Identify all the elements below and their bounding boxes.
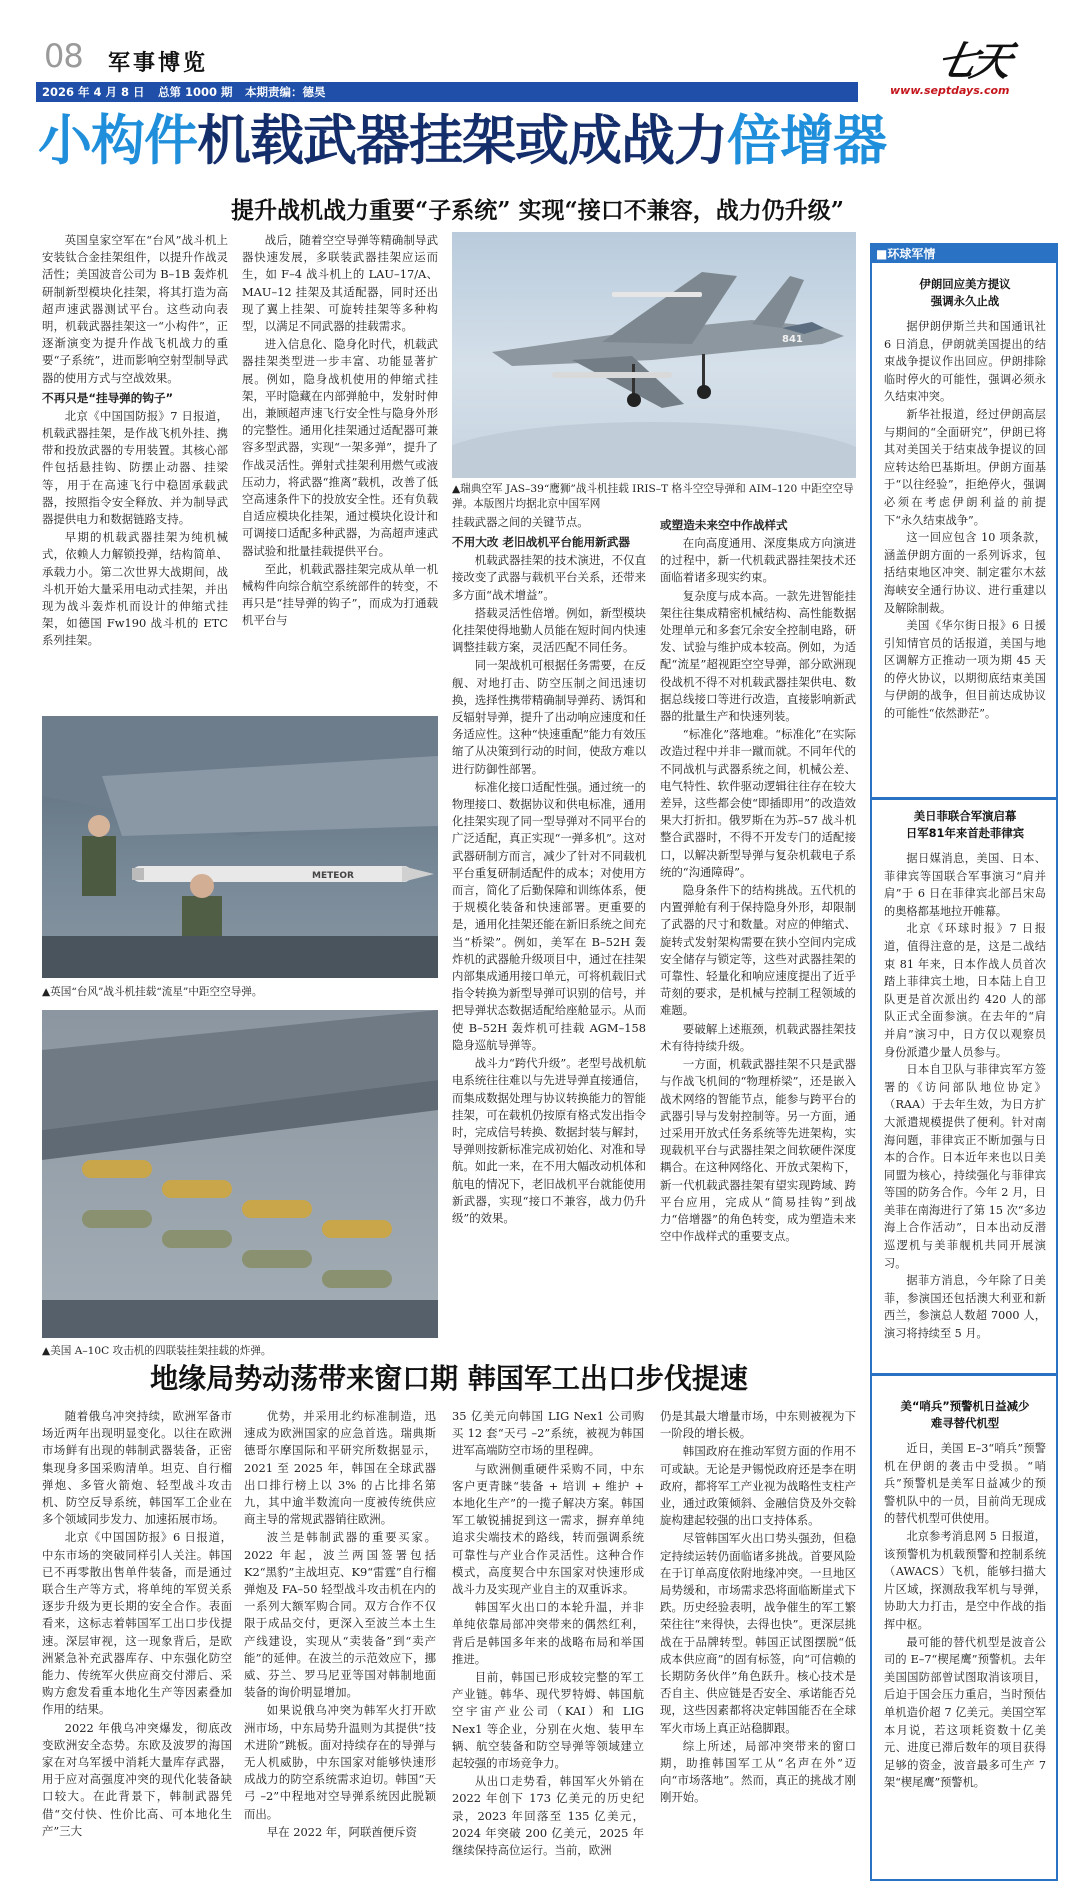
sidebar-item-body: [884, 1440, 1046, 1792]
paragraph: 最可能的替代机型是波音公司的 E–7“楔尾鹰”预警机。去年美国国防部曾试图取消该项目，后迫于国会压力重启，当时预估单机造价超 7 亿美元。美国空军本月说，若这项耗资数十亿美元、进度已滞后数年的项目获得足够的资金，波音最多可生产 7 架“楔尾鹰”预警机。: [884, 1635, 1046, 1790]
newspaper-logo: 七天: [932, 38, 1011, 85]
website-url[interactable]: www.septdays.com: [890, 84, 1010, 97]
paragraph: 进入信息化、隐身化时代，机载武器挂架类型进一步丰富、功能显著扩展。例如，隐身战机使用的伸缩式挂架，平时隐藏在内部弹舱中，发射时伸出，兼顾超声速飞行安全性与隐身外形的完整性。通用化挂架通过适配器可兼容多型武器，实现“一架多弹”，提升了作战灵活性。弹射式挂架利用燃气或液压动力，将武器“推离”载机，改善了低空高速条件下的投放安全性。还有负载自适应模块化挂架，通过模块化设计和可调接口适配多种武器，为高超声速武器试验和批量挂载提供平台。: [242, 337, 438, 558]
paragraph: 战后，随着空空导弹等精确制导武器快速发展，多联装武器挂架应运而生，如 F–4 战斗机上的 LAU–17/A、MAU–12 挂架及其适配器，同时还出现了翼上挂架、可旋转挂架等多种构型，以满足不同武器的挂载需求。: [242, 233, 438, 334]
paragraph: 据菲方消息，今年除了日美菲，参演国还包括澳大利亚和新西兰，参演总人数超 7000 人，演习将持续至 5 月。: [884, 1274, 1046, 1341]
photo-gripen-caption: ▲瑞典空军 JAS–39“鹰狮”战斗机挂载 IRIS–T 格斗空空导弹和 AIM–120 中距空空导弹。本版图片均据北京中国军网: [452, 483, 854, 510]
article1-col3: [452, 514, 646, 1344]
paragraph: 隐身条件下的结构挑战。五代机的内置弹舱有利于保持隐身外形，却限制了武器的尺寸和数量。对应的伸缩式、旋转式发射架构需要在狭小空间内完成安全储存与锁定等，这些对武器挂架的可靠性、轻量化和响应速度提出了近乎苛刻的要求，是机械与控制工程领域的难题。: [660, 883, 856, 1018]
paragraph: 尽管韩国军火出口势头强劲，但稳定持续运转仍面临诸多挑战。首要风险在于订单高度依附地缘冲突。一旦地区局势缓和，市场需求恐将面临断崖式下跌。历史经验表明，战争催生的军工繁荣往往“来得快，去得也快”。更深层挑战在于品牌转型。韩国正试图摆脱“低成本供应商”的固有标签，向“可信赖的长期防务伙伴”角色跃升。核心技术是否自主、供应链是否安全、承诺能否兑现，这些因素都将决定韩国能否在全球军火市场上真正站稳脚跟。: [660, 1531, 856, 1735]
paragraph: 英国皇家空军在“台风”战斗机上安装钛合金挂架组件，以提升作战灵活性；美国波音公司为 B–1B 轰炸机研制新型模块化挂架，将其打造为高超声速武器测试平台。这些动向表明，机载武器挂架这一“小构件”，正逐渐演变为提升作战飞机战力的重要“子系统”，进而影响空射型制导武器的使用方式与空战效果。: [42, 233, 228, 385]
paragraph: 复杂度与成本高。一款先进智能挂架往往集成精密机械结构、高性能数据处理单元和多套冗余安全控制电路，研发、试验与维护成本较高。例如，为适配“流星”超视距空空导弹，部分欧洲现役战机不得不对机载武器挂架供电、数据总线接口等进行改造，直接影响新武器的批量生产和快速列装。: [660, 588, 856, 724]
sidebar-item-2: [884, 808, 1046, 1372]
section-name: 军事博览: [108, 51, 209, 76]
article2-col1: [42, 1408, 232, 1882]
paragraph: 北京参考消息网 5 日报道，该预警机为机载预警和控制系统（AWACS）飞机，能够扫描大片区域，探测敌我军机与导弹，协助大力打击，是空中作战的指挥中枢。: [884, 1529, 1046, 1631]
headline-part-1: 小构件: [38, 109, 197, 172]
headline-part-3: 倍增器: [727, 109, 886, 172]
photo-typhoon: [42, 716, 438, 978]
paragraph: 要破解上述瓶颈，机载武器挂架技术有待持续升级。: [660, 1021, 856, 1053]
sidebar-item-title: 日军81年来首赴菲律宾: [905, 826, 1025, 840]
article1-col4: [660, 514, 856, 1344]
main-headline: [38, 110, 1048, 172]
article1-col2: [242, 232, 438, 708]
section-subheading: 不再只是“挂导弹的钩子”: [42, 390, 174, 405]
paragraph: 2022 年俄乌冲突爆发，彻底改变欧洲安全态势。东欧及波罗的海国家在对乌军援中消耗大量库存武器，用于应对高强度冲突的现代化装备缺口较大。在此背景下，韩制武器凭借“交付快、性价比高、可本地化生产”三大: [42, 1720, 232, 1838]
paragraph: 在向高度通用、深度集成方向演进的过程中，新一代机载武器挂架技术还面临着诸多现实约束。: [660, 536, 856, 585]
paragraph: 同一架战机可根据任务需要，在反舰、对地打击、防空压制之间迅速切换，选择性携带精确制导弹药、诱饵和反辐射导弹，提升了出动响应速度和任务适应性。这种“快速重配”能力有效压缩了从决策到行动的时间，使敌方难以进行防御性部署。: [452, 658, 646, 776]
paragraph: “标准化”落地难。“标准化”在实际改造过程中并非一蹴而就。不同年代的不同战机与武器系统之间，机械公差、电气特性、软件驱动逻辑往往存在较大差异，这些都会使“即插即用”的改造效果大打折扣。俄罗斯在为苏–57 战斗机整合武器时，不得不开发专门的适配接口，以解决新型导弹与复杂机载电子系统的“沟通障碍”。: [660, 727, 856, 879]
paragraph: 据伊朗伊斯兰共和国通讯社 6 日消息，伊朗就美国提出的结束战争提议作出回应。伊朗排除临时停火的可能性，强调必须永久结束冲突。: [884, 320, 1046, 404]
paragraph: 挂载武器之间的关键节点。: [452, 515, 589, 529]
photo-gripen: [452, 232, 856, 478]
paragraph: 日本自卫队与菲律宾军方签署的《访问部队地位协定》（RAA）于去年生效，为日方扩大派遣规模提供了便利。针对南海问题，菲律宾正不断加强与日本的合作。日本近年来也以日美同盟为核心，持续强化与菲律宾等国的防务合作。今年 2 月，日美菲在南海进行了第 15 次“多边海上合作活动”，日本出动反潜巡逻机与美菲舰机共同开展演习。: [884, 1063, 1046, 1270]
paragraph: 搭载灵活性倍增。例如，新型模块化挂架使得地勤人员能在短时间内快速调整挂载方案，灵活匹配不同任务。: [452, 605, 646, 655]
article2-col2: [244, 1408, 436, 1882]
header-date: 2026 年 4 月 8 日: [42, 85, 145, 99]
headline-part-2: 机载武器挂架或成战力: [197, 109, 727, 172]
paragraph: 优势，并采用北约标准制造，迅速成为欧洲国家的应急首选。瑞典斯德哥尔摩国际和平研究所数据显示，2021 至 2025 年，韩国在全球武器出口排行榜上以 3% 的占比排名第九，其中逾半数流向一度被传统供应商主导的常规武器销往欧洲。: [244, 1409, 436, 1527]
article2-col3: [452, 1408, 644, 1882]
paragraph: 如果说俄乌冲突为韩军火打开欧洲市场，中东局势升温则为其提供“技术进阶”跳板。面对持续存在的导弹与无人机威胁，中东国家对能够快速形成战力的防空系统需求迫切。韩国“天弓 –2”中程地对空导弹系统因此脱颖而出。: [244, 1703, 436, 1821]
paragraph: 35 亿美元向韩国 LIG Nex1 公司购买 12 套“天弓 –2”系统，被视为韩国进军高端防空市场的里程碑。: [452, 1409, 644, 1458]
tail-number-label: 841: [782, 334, 803, 345]
sidebar-item-1: [884, 276, 1046, 796]
sidebar-item-body: [884, 850, 1046, 1343]
paragraph: 美国《华尔街日报》6 日援引知情官员的话报道，美国与地区调解方正推动一项为期 45 天的停火协议，以期彻底结束美国与伊朗的战争，但目前达成协议的可能性“依然渺茫”。: [884, 619, 1046, 721]
paragraph: 仍是其最大增量市场，中东则被视为下一阶段的增长极。: [660, 1409, 856, 1441]
photo-a10c-caption: ▲美国 A–10C 攻击机的四联装挂架挂载的炸弹。: [42, 1345, 272, 1357]
paragraph: 北京《中国国防报》7 日报道，机载武器挂架，是作战飞机外挂、携带和投放武器的专用装置。其核心部件包括悬挂钩、防摆止动器、挂梁等，用于在高速飞行中稳固承载武器，按照指令安全释放、并为制导武器提供电力和数据链路支持。: [42, 408, 228, 527]
section-subheading: 不用大改 老旧战机平台能用新武器: [452, 535, 630, 550]
paragraph: 综上所述，局部冲突带来的窗口期，助推韩国军工从“名声在外”迈向“市场落地”。然而，真正的挑战才刚刚开始。: [660, 1738, 856, 1805]
sidebar-item-title: 美“哨兵”预警机日益减少: [900, 1399, 1030, 1413]
paragraph: 波兰是韩制武器的重要买家。2022 年起，波兰两国签署包括 K2“黑豹”主战坦克、K9“雷霆”自行榴弹炮及 FA–50 轻型战斗攻击机在内的一系列大额军购合同。双方合作不仅限于成品交付，更深入至波兰本土生产线建设，实现从“卖装备”到“卖产能”的延伸。在波兰的示范效应下，挪威、芬兰、罗马尼亚等国对韩制地面装备的询价明显增加。: [244, 1530, 436, 1700]
paragraph: 战斗力“跨代升级”。老型号战机航电系统往往难以与先进导弹直接通信，而集成数据处理与协议转换能力的智能挂架，可在载机仍按原有格式发出指令时，完成信号转换、数据封装与解封，导弹则按新标准完成初始化、对准和导航。如此一来，在不用大幅改动机体和航电的情况下，老旧战机平台就能使用新武器，实现“接口不兼容，战力仍升级”的效果。: [452, 1056, 646, 1225]
paragraph: 至此，机载武器挂架完成从单一机械构件向综合航空系统部件的转变，不再只是“挂导弹的钩子”，而成为打通载机平台与: [242, 561, 438, 628]
paragraph: 早期的机载武器挂架为纯机械式，依赖人力解锁投弹，结构简单、承载力小。第二次世界大战期间，战斗机开始大量采用电动式挂架，并出现为战斗轰炸机而设计的伸缩式挂架，如德国 Fw190 战斗机的 ETC 系列挂架。: [42, 530, 228, 648]
paragraph: 近日，美国 E–3“哨兵”预警机在伊朗的袭击中受损。“哨兵”预警机是美军日益减少的预警机队中的一员，目前尚无现成的替代机型可供使用。: [884, 1442, 1046, 1526]
article2-headline: 地缘局势动荡带来窗口期 韩国军工出口步伐提速: [150, 1362, 748, 1395]
sidebar-item-title: 伊朗回应美方提议: [919, 277, 1011, 291]
paragraph: 标准化接口适配性强。通过统一的物理接口、数据协议和供电标准，通用化挂架实现了同一型导弹对不同平台的广泛适配，真正实现“一弹多机”。这对武器研制方而言，减少了针对不同载机平台重复研制适配件的成本；对使用方而言，简化了后勤保障和训练体系，便于规模化装备和快速部署。更重要的是，通用化挂架还能在新旧系统之间充当“桥梁”。例如，美军在 B–52H 轰炸机的武器舱升级项目中，通过在挂架内部集成通用接口单元，可将机载旧式指令转换为新型导弹可识别的信号，并把导弹状态数据适配给座舱显示。从而使 B–52H 轰炸机可挂载 AGM–158 隐身巡航导弹等。: [452, 779, 646, 1052]
sidebar-item-title: 美日菲联合军演启幕: [913, 809, 1017, 823]
sidebar-item-body: [884, 318, 1046, 723]
header-issue: 总第 1000 期: [158, 85, 233, 99]
paragraph: 北京《中国国防报》6 日报道，中东市场的突破同样引人关注。韩国已不再零散出售单件装备，而是通过联合生产等方式，将单纯的军贸关系逐步升级为更长期的安全合作。表面看来，这标志着韩国军工出口步伐提速。深层审视，这一现象背后，是欧洲紧急补充武器库存、中东强化防空能力、传统军火供应商交付滞后、采购方愈发看重本地化生产等因素叠加作用的结果。: [42, 1530, 232, 1717]
paragraph: 据日媒消息，美国、日本、菲律宾等国联合军事演习“肩并肩”于 6 日在菲律宾北部吕宋岛的奥格都基地拉开帷幕。: [884, 852, 1046, 918]
paragraph: 与欧洲侧重硬件采购不同，中东客户更青睐“装备 + 培训 + 维护 + 本地化生产”的一揽子解决方案。韩国军工敏锐捕捉到这一需求，摒弃单纯追求尖端技术的路线，转而强调系统可靠性与产业合作灵活性。这种合作模式，高度契合中东国家对快速形成战斗力及实现产业自主的双重诉求。: [452, 1461, 644, 1597]
sidebar-title: ■环球军情: [876, 247, 936, 261]
article1-col1: [42, 232, 228, 708]
sidebar-divider-2: [872, 1373, 1056, 1376]
section-subheading: 或塑造未来空中作战样式: [660, 518, 788, 532]
paragraph: 机载武器挂架的技术演进，不仅直接改变了武器与载机平台关系，还带来多方面“战术增益”。: [452, 553, 646, 602]
paragraph: 随着俄乌冲突持续，欧洲军备市场近两年出现明显变化。以往在欧洲市场鲜有出现的韩制武器装备，正密集现身多国采购清单。坦克、自行榴弹炮、多管火箭炮、轻型战斗攻击机、防空反导系统，韩国军工企业在多个领域同步发力、加速拓展市场。: [42, 1409, 232, 1527]
sidebar-item-title: 强调永久止战: [930, 294, 1000, 308]
paragraph: 北京《环球时报》7 日报道，值得注意的是，这是二战结束 81 年来，日本作战人员首次踏上菲律宾土地，日本陆上自卫队更是首次派出约 420 人的部队正式全面参演。在去年的“肩并肩”演习中，日方仅以观察员身份派遣少量人员参与。: [884, 922, 1046, 1059]
header-editor: 本期责编：德昊: [245, 85, 326, 99]
article2-col4: [660, 1408, 856, 1882]
photo-a10c: [42, 1010, 438, 1338]
paragraph: 韩国政府在推动军贸方面的作用不可或缺。无论是尹锡悦政府还是李在明政府，都将军工产业视为战略性支柱产业，通过政策倾斜、金融信贷及外交斡旋构建起较强的出口支持体系。: [660, 1444, 856, 1528]
sub-headline: 提升战机战力重要“子系统” 实现“接口不兼容，战力仍升级”: [231, 197, 844, 224]
sidebar-item-3: [884, 1398, 1046, 1876]
sidebar-item-title: 难寻替代机型: [930, 1416, 1000, 1430]
paragraph: 目前，韩国已形成较完整的军工产业链。韩华、现代罗特姆、韩国航空宇宙产业公司（KAI）和 LIG Nex1 等企业，分别在火炮、装甲车辆、航空装备和防空导弹等领域建立起较强的市场竞争力。: [452, 1670, 644, 1771]
paragraph: 韩国军火出口的本轮升温，并非单纯依靠局部冲突带来的偶然红利，背后是韩国多年来的战略布局和举国推进。: [452, 1600, 644, 1666]
paragraph: 这一回应包含 10 项条款，涵盖伊朗方面的一系列诉求，包括结束地区冲突、制定霍尔木兹海峡安全通行协议、进行重建以及解除制裁。: [884, 531, 1046, 615]
paragraph: 一方面，机载武器挂架不只是武器与作战飞机间的“物理桥梁”，还是嵌入战术网络的智能节点，能参与跨平台的武器引导与发射控制等。另一方面，通过采用开放式任务系统等先进架构，实现载机平台与武器挂架之间软硬件深度耦合。在这种网络化、开放式架构下，新一代机载武器挂架有望实现跨域、跨平台应用，完成从“简易挂钩”到战力“倍增器”的角色转变，成为塑造未来空中作战样式的重要支点。: [660, 1057, 856, 1244]
paragraph: 从出口走势看，韩国军火外销在 2022 年创下 173 亿美元的历史纪录，2023 年回落至 135 亿美元，2024 年突破 200 亿美元，2025 年继续保持高位运行。当前，欧洲: [452, 1774, 644, 1858]
sidebar-divider-1: [872, 797, 1056, 800]
paragraph: 新华社报道，经过伊朗高层与期间的“全面研究”，伊朗已将其对美国关于结束战争提议的回应转达给巴基斯坦。伊朗方面基于“以往经验”，拒绝停火，强调必须在考虑伊朗利益的前提下“永久结束战争”。: [884, 407, 1046, 527]
page-number: 08: [44, 37, 83, 75]
paragraph: 早在 2022 年，阿联酋便斥资: [266, 1824, 417, 1839]
missile-text-label: METEOR: [312, 871, 354, 881]
photo-typhoon-caption: ▲英国“台风”战斗机挂载“流星”中距空空导弹。: [42, 986, 263, 998]
